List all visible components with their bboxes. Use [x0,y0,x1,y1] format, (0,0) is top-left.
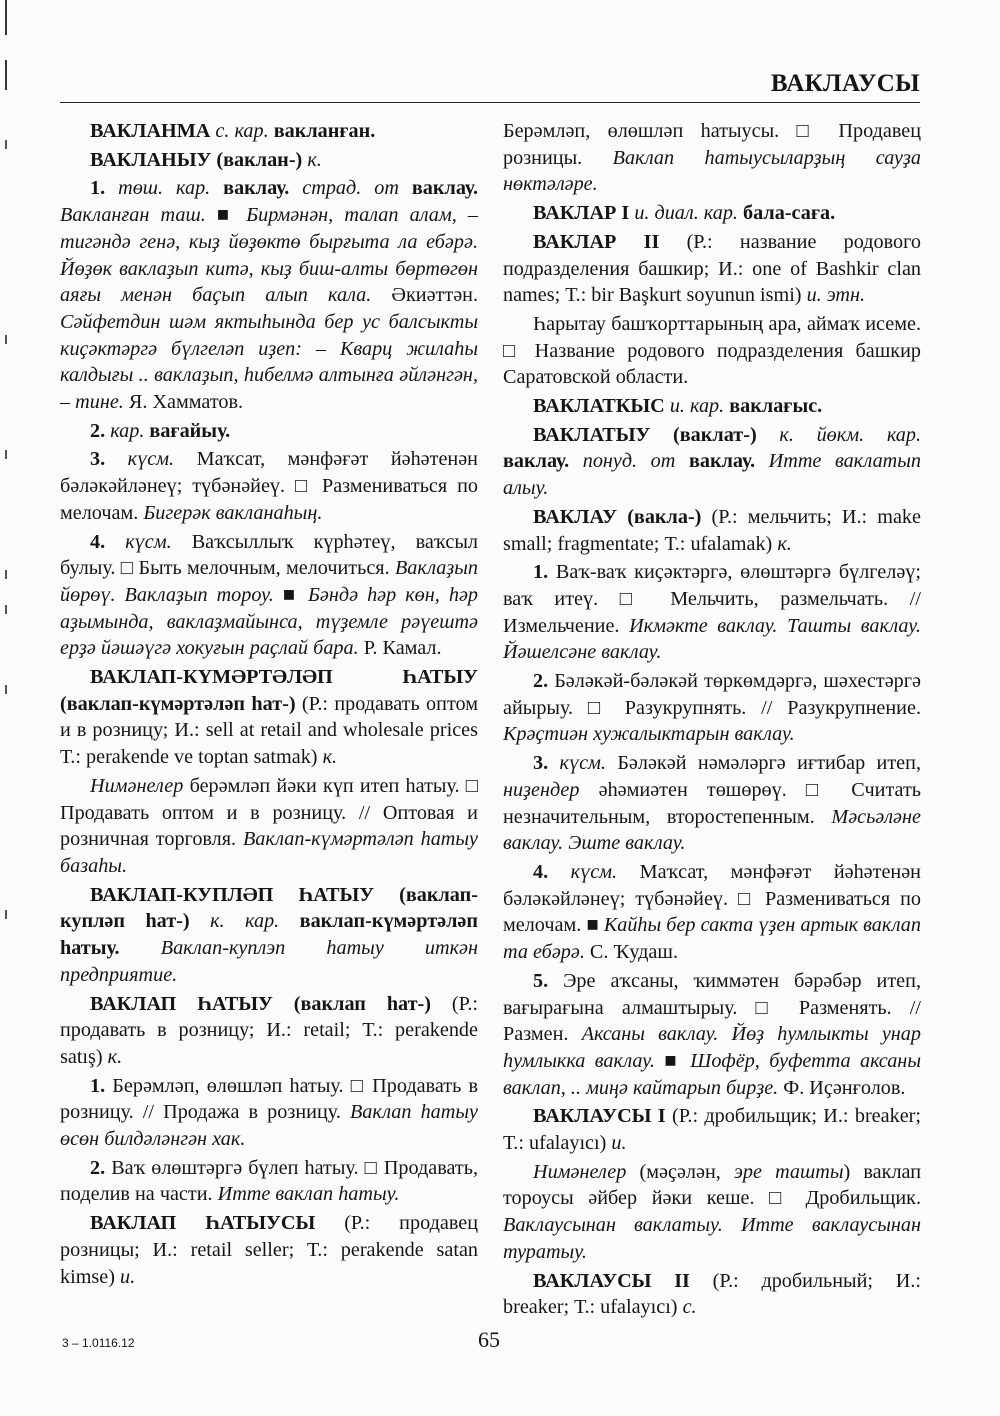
dictionary-paragraph [60,1073,478,1153]
body-text: С. Ҡудаш. [584,941,678,964]
dictionary-paragraph [60,773,478,880]
italic-text: к. [777,532,792,555]
body-text: (Р.: продавать оптом и в розницу; И.: sell at retail and wholesale prices Т.: perakende ve toptan satmak) [60,692,478,769]
body-text: (мәҫәлән, [626,1160,734,1183]
scan-margin-mark [5,570,7,579]
headword-text: бала-саға. [743,202,836,225]
dictionary-paragraph [503,229,921,309]
dictionary-paragraph [503,422,921,502]
body-text: (Р.: дробильщик; И.: breaker; Т.: ufalayıcı) [503,1105,921,1155]
dictionary-paragraph [60,446,478,526]
headword-text: ВАКЛАУСЫ II [533,1269,713,1292]
headword-text: 2. [533,670,555,693]
body-text: Я. Хамматов. [123,391,244,414]
body-text: Маҡсат, мәнфәғәт йәһәтенән бәләкәйләнеү; түбәнәйеү. □ Размениваться по мелочам. [503,860,921,937]
italic-text: эре ташты [733,1160,844,1183]
headword-text: ваклау. [503,450,583,473]
italic-text: к. [107,1045,123,1068]
italic-text: к. йөкм. кар. [779,423,921,446]
italic-text: күсм. [125,530,192,553]
dictionary-paragraph [60,664,478,771]
headword-text: ваклап-күмәртәләп һатыу. [60,910,478,960]
body-text: Маҡсат, мәнфәғәт йәһәтенән бәләкәйләнеү; түбәнәйеү. □ Размениваться по мелочам. [60,448,478,524]
scan-margin-mark [5,140,7,149]
body-text: Р. Камал. [358,637,442,660]
body-text: әһәмиәтен төшөрөү. □ Считать незначительным, второстепенным. [503,778,921,828]
dictionary-paragraph [503,200,921,227]
body-text: Берәмләп, өлөшләп һатыусы. □ Продавец розницы. [503,120,921,169]
italic-text: и. [611,1132,627,1155]
dictionary-paragraph [60,1155,478,1208]
italic-text: кар. [110,419,150,442]
headword-text: ВАКЛАР I [533,202,635,225]
body-text: (Р.: дробильный; И.: breaker; Т.: ufalayıcı) [503,1269,921,1319]
dictionary-paragraph [503,1103,921,1156]
body-text: Әкиәттән. [371,284,479,307]
italic-text: к. [307,148,322,171]
dictionary-paragraph [60,175,478,415]
scan-margin-mark [5,685,7,694]
italic-text: Итте ваклатып алыу. [503,450,922,500]
footer-code: 3 – 1.0116.12 [62,1336,135,1350]
dictionary-paragraph [503,1159,921,1266]
headword-text: ВАКЛАП ҺАТЫУСЫ [90,1212,345,1235]
dictionary-paragraph [60,147,478,174]
headword-text: ВАКЛАТЫУ (ваклат-) [533,423,780,446]
dictionary-paragraph [60,529,478,663]
headword-text: ваклау. [411,177,479,200]
italic-text: төш. кар. [118,177,224,200]
body-text: Эре аҡсаны, ҡиммәтен бәрәбәр итеп, вағырағына алмаштырыу. □ Разменять. // Размен. [503,969,921,1046]
italic-text: күсм. [559,752,618,775]
headword-text: ВАКЛАП-КҮМӘРТӘЛӘП ҺАТЫУ (ваклап-күмәртәләп һат-) [60,666,478,715]
headword-text: ВАКЛАУСЫ I [533,1105,672,1128]
body-text: Ф. Иҫәнғолов. [778,1076,906,1099]
body-text: ) ваклап тороусы әйбер йәки кеше. □ Дробильщик. [503,1160,922,1210]
italic-text: Нимәнелер [90,774,184,797]
italic-text: страд. от [302,177,412,200]
headword-text: 2. [90,419,111,442]
headword-text: ваклау. [223,177,303,200]
scan-margin-mark [5,605,7,614]
body-text: Һарытау башҡорттарының ара, аймаҡ исеме. □ Название родового подразделения башкир Саратовской области. [503,312,921,389]
headword-text: ВАКЛАНЫУ (ваклан-) [90,148,308,171]
dictionary-paragraph [60,1210,478,1290]
italic-text: Ваклаҙып йөрөү. Ваклаҙып тороу. ■ Бәндә һәр көн, һәр аҙымында, ваклаҙмайынса, түҙемле рәүештә ерҙә йәшәүгә хокуғын раҫлай бара. [60,557,478,660]
dictionary-paragraph [503,859,921,966]
headword-text: 1. [533,561,556,584]
headword-text: ВАКЛАП-КУПЛӘП ҺАТЫУ (ваклап-купләп һат-) [60,883,478,933]
headword-text: ВАКЛАТКЫС [533,395,670,418]
headword-text: 4. [533,860,571,883]
dictionary-paragraph [503,668,921,748]
italic-text: Итте ваклап һатыу. [217,1183,400,1206]
italic-text: ниҙендер [503,778,580,801]
body-text: Ваҡ өлөштәргә бүлеп һатыу. □ Продавать, поделив на части. [60,1156,479,1206]
left-column [60,118,478,1292]
headword-text: 5. [533,969,564,992]
body-text: Берәмләп, өлөшләп һатыу. □ Продавать в розницу. // Продажа в розницу. [60,1074,478,1124]
italic-text: понуд. от [582,450,689,473]
italic-text: Крәҫтиән хужалыктарын ваклау. [503,723,795,746]
headword-text: ВАКЛАНМА [90,120,216,142]
headword-text: ВАКЛАУ (вакла-) [533,505,712,528]
italic-text: с. кар. [215,120,274,142]
italic-text: Сәйфетдин шәм яктыһында бер ус балсыкты киҫәктәргә бүлгеләп иҙеп: – Кварц жилаһы калдығы .. ваклаҙып, һибелмә алтынға әйләнгән, – тине. [60,310,478,414]
italic-text: Ваклап һатыусыларҙың сауҙа нөктәләре. [503,146,921,196]
italic-text: к. [322,746,338,769]
dictionary-paragraph [503,504,921,557]
right-column [503,118,921,1323]
dictionary-paragraph [503,559,921,666]
italic-text: Ваклап-күмәртәләп һатыу базаһы. [60,828,479,877]
body-text: Бәләкәй-бәләкәй төркөмдәргә, шәхестәргә айырыу. □ Разукрупнять. // Разукрупнение. [503,670,922,719]
headword-text: 2. [90,1156,112,1179]
headword-text: ВАКЛАП ҺАТЫУ (ваклап һат-) [90,992,452,1015]
dictionary-paragraph [60,418,478,445]
body-text: (Р.: продавать в розницу; И.: retail; Т.: perakende satış) [60,992,478,1068]
italic-text: Аксаны ваклау. Йөҙ һумлыкты унар һумлыкка ваклау. ■ Шофёр, буфетта аксаны ваклап, .. миңә кайтарып бирҙе. [503,1023,921,1099]
headword-text: 4. [90,530,126,553]
dictionary-paragraph [60,882,478,989]
headword-text: вакланған. [273,120,376,142]
dictionary-paragraph [60,118,478,145]
body-text: (Р.: продавец розницы; И.: retail seller; Т.: perakende satan kimse) [60,1212,478,1288]
italic-text: и. диал. кар. [634,202,744,225]
body-text: Ваҡ-ваҡ киҫәктәргә, өлөштәргә бүлгеләү; ваҡ итеү. □ Мельчить, размельчать. // Измельчение. [503,561,922,637]
italic-text: Бигерәк вакланаһың. [143,501,323,524]
dictionary-paragraph [503,393,921,420]
headword-text: ваклағыс. [729,395,823,418]
dictionary-paragraph [503,1268,921,1321]
scan-margin-mark [5,335,7,344]
headword-text: 3. [533,752,560,775]
dictionary-paragraph [503,118,921,198]
italic-text: Вакланған таш. ■ Бирмәнән, талап алам, – тигәндә генә, кыҙ йөҙөктө бырғыта ла ебәрә. Йөҙөк ваклаҙып китә, кыҙ биш-алты бөртөгөн аяғы менән баҫып алып кала. [60,204,478,307]
running-head: ВАКЛАУСЫ [770,70,920,97]
italic-text: и. этн. [806,284,866,307]
headword-text: 3. [90,448,128,471]
page-number: 65 [478,1327,500,1352]
body-text: (Р.: мельчить; И.: make small; fragmentate; Т.: ufalamak) [503,505,921,555]
italic-text: с. [682,1296,697,1319]
headword-text: 1. [90,1074,113,1097]
body-text: Бәләкәй нәмәләргә иғтибар итеп, [617,752,921,775]
body-text: (Р.: название родового подразделения башкир; И.: one of Bashkir clan names; Т.: bir Başkurt soyunun ismi) [503,230,921,307]
scan-margin-line [5,0,7,35]
page-header [60,70,920,103]
italic-text: ■ Кайһы бер сакта үҙен артык ваклап та ебәрә. [503,914,921,964]
italic-text: Ваклап һатыу өсөн билдәләнгән хак. [60,1101,478,1151]
dictionary-paragraph [503,968,921,1102]
italic-text: к. кар. [210,910,300,933]
dictionary-paragraph [503,311,921,391]
dictionary-paragraph [503,750,921,857]
italic-text: Мәсьәләне ваклау. Эште ваклау. [503,805,921,855]
italic-text: Нимәнелер [533,1160,627,1183]
dictionary-paragraph [60,991,478,1071]
scan-margin-mark [5,910,7,919]
scan-margin-line [5,60,7,90]
italic-text: күсм. [570,860,640,883]
italic-text: Икмәкте ваклау. Ташты ваклау. Йәшелсәне ваклау. [503,614,921,664]
headword-text: 1. [90,177,119,200]
italic-text: и. кар. [669,395,730,418]
scan-margin-mark [5,450,7,459]
body-text: берәмләп йәки күп итеп һатыу. □ Продавать оптом и в розницу. // Оптовая и розничная торговля. [60,774,478,851]
headword-text: ВАКЛАР II [533,230,687,253]
italic-text: күсм. [127,448,197,471]
italic-text: Ваклап-куплэп һатыу иткән предприятие. [60,937,478,986]
headword-text: вағайыу. [149,419,231,442]
italic-text: Ваклаусынан ваклатыу. Итте ваклаусынан туратыу. [503,1214,921,1263]
headword-text: ваклау. [688,450,756,473]
body-text: Ваҡсыллыҡ күрһәтеү, ваҡсыл булыу. □ Быть мелочным, мелочиться. [60,530,478,580]
italic-text: и. [120,1265,136,1288]
